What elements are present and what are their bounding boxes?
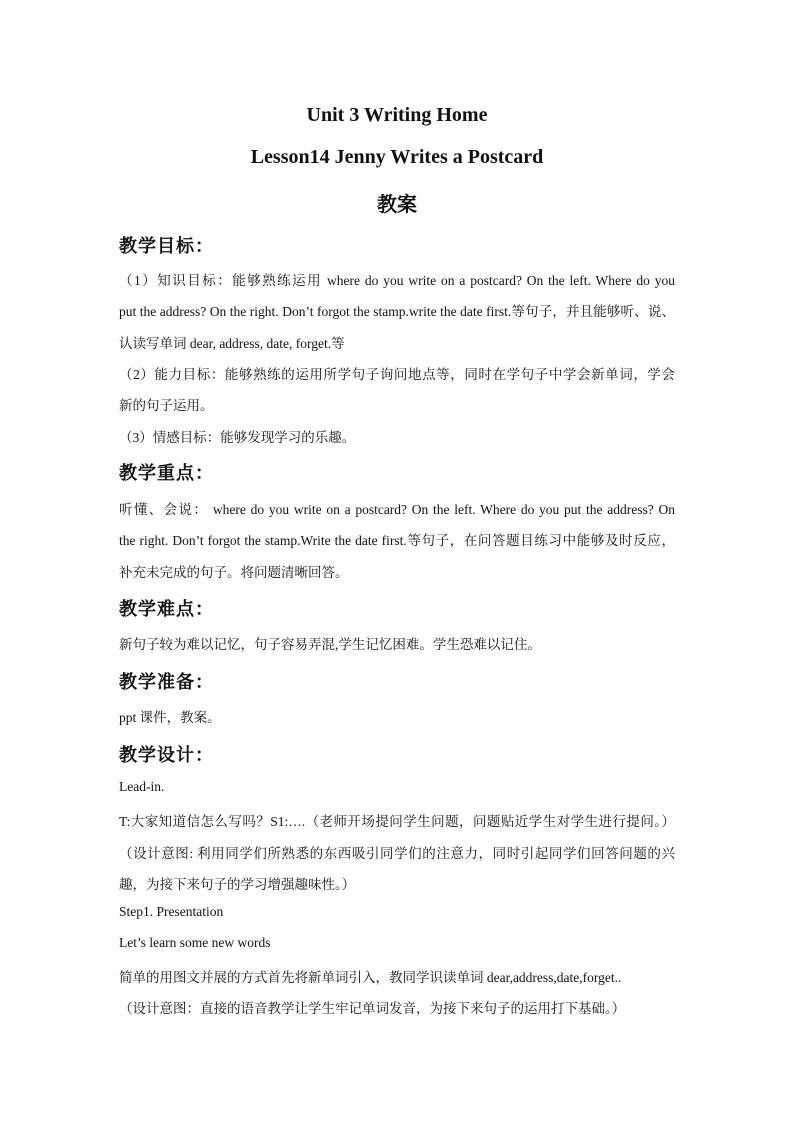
objectives-heading: 教学目标：: [119, 236, 214, 257]
unit-title: Unit 3 Writing Home: [306, 104, 488, 126]
difficulties-heading: 教学难点：: [119, 599, 214, 620]
design-heading: 教学设计：: [119, 745, 214, 766]
preparation-heading: 教学准备：: [119, 672, 214, 693]
design-line: （设计意图：直接的语音教学让学生牢记单词发音，为接下来句子的运用打下基础。）: [119, 1001, 626, 1016]
objectives-line: （3）情感目标：能够发现学习的乐趣。: [119, 430, 356, 445]
design-line: 简单的用图文并展的方式首先将新单词引入，教同学识读单词 dear,address,date,forget..: [119, 970, 622, 985]
lesson-title: Lesson14 Jenny Writes a Postcard: [250, 146, 544, 168]
design-line: 趣，为接下来句子的学习增强趣味性。）: [119, 877, 356, 892]
difficulties-line: 新句子较为难以记忆，句子容易弄混,学生记忆困难。学生恐难以记住。: [119, 637, 541, 652]
objectives-line: （1）知识目标：能够熟练运用 where do you write on a postcard? On the left. Where do you: [119, 273, 675, 288]
key-points-line: 补充未完成的句子。将问题清晰回答。: [119, 565, 349, 580]
design-line: T:大家知道信怎么写吗？S1:….（老师开场提问学生问题，问题贴近学生对学生进行提问。）: [119, 814, 675, 829]
document-type-title: 教案: [377, 192, 417, 216]
key-points-line: the right. Don’t forgot the stamp.Write the date first.等句子，在问答题目练习中能够及时反应，: [119, 533, 675, 548]
objectives-line: put the address? On the right. Don’t forgot the stamp.write the date first.等句子，并且能够听、说、: [119, 304, 675, 319]
objectives-line: 认读写单词 dear, address, date, forget.等: [119, 336, 345, 351]
design-line: Lead-in.: [119, 779, 165, 794]
design-line: Let’s learn some new words: [119, 935, 271, 950]
preparation-line: ppt 课件，教案。: [119, 710, 221, 725]
key-points-line: 听懂、会说： where do you write on a postcard? On the left. Where do you put the address? On: [119, 502, 675, 517]
objectives-line: （2）能力目标：能够熟练的运用所学句子询问地点等，同时在学句子中学会新单词，学会: [119, 367, 675, 382]
design-line: Step1. Presentation: [119, 904, 224, 919]
key-points-heading: 教学重点：: [119, 463, 214, 484]
design-line: （设计意图: 利用同学们所熟悉的东西吸引同学们的注意力，同时引起同学们回答问题的兴: [119, 846, 675, 861]
objectives-line: 新的句子运用。: [119, 398, 214, 413]
